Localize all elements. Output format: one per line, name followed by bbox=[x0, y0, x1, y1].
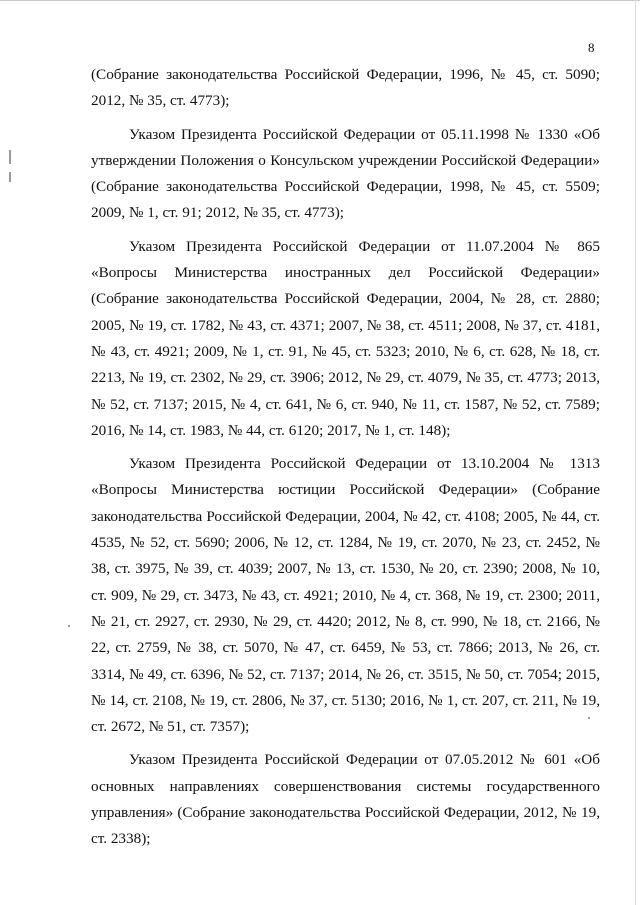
scan-speck bbox=[9, 172, 11, 182]
paragraph-decree-1313: Указом Президента Российской Федерации от 13.10.2004 № 1313 «Вопросы Министерства юстиции Российской Федерации» (Собрание законодательства Российской Федерации, 2004, № 42, ст. 4108; 2005, № 44, ст. 4535, № 52, ст. 5690; 2006, № 12, ст. 1284, № 19, ст. 2070, № 23, ст. 2452, № 38, ст. 3975, № 39, ст. 4039; 2007, № 13, ст. 1530, № 20, ст. 2390; 2008, № 10, ст. 909, № 29, ст. 3473, № 43, ст. 4921; 2010, № 4, ст. 368, № 19, ст. 2300; 2011, № 21, ст. 2927, ст. 2930, № 29, ст. 4420; 2012, № 8, ст. 990, № 18, ст. 2166, № 22, ст. 2759, № 38, ст. 5070, № 47, ст. 6459, № 53, ст. 7866; 2013, № 26, ст. 3314, № 49, ст. 6396, № 52, ст. 7137; 2014, № 26, ст. 3515, № 50, ст. 7054; 2015, № 14, ст. 2108, № 19, ст. 2806, № 37, ст. 5130; 2016, № 1, ст. 207, ст. 211, № 19, ст. 2672, № 51, ст. 7357); bbox=[91, 455, 600, 736]
page-right-edge bbox=[635, 0, 636, 905]
scan-speck bbox=[9, 150, 11, 164]
paragraph-decree-601: Указом Президента Российской Федерации от 07.05.2012 № 601 «Об основных направлениях совершенствования системы государственного управления» (Собрание законодательства Российской Федерации, 2012, № 19, ст. 2338); bbox=[91, 751, 600, 848]
scan-speck bbox=[68, 625, 70, 627]
paragraph-decree-1330: Указом Президента Российской Федерации от 05.11.1998 № 1330 «Об утверждении Положения о Консульском учреждении Российской Федерации» (Собрание законодательства Российской Федерации, 1998, № 45, ст. 5509; 2009, № 1, ст. 91; 2012, № 35, ст. 4773); bbox=[91, 125, 600, 222]
page-number: 8 bbox=[588, 40, 595, 55]
paragraph-decree-865: Указом Президента Российской Федерации от 11.07.2004 № 865 «Вопросы Министерства иностранных дел Российской Федерации» (Собрание законодательства Российской Федерации, 2004, № 28, ст. 2880; 2005, № 19, ст. 1782, № 43, ст. 4371; 2007, № 38, ст. 4511; 2008, № 37, ст. 4181, № 43, ст. 4921; 2009, № 1, ст. 91, № 45, ст. 5323; 2010, № 6, ст. 628, № 18, ст. 2213, № 19, ст. 2302, № 29, ст. 3906; 2012, № 29, ст. 4079, № 35, ст. 4773; 2013, № 52, ст. 7137; 2015, № 4, ст. 641, № 6, ст. 940, № 11, ст. 1587, № 52, ст. 7589; 2016, № 14, ст. 1983, № 44, ст. 6120; 2017, № 1, ст. 148); bbox=[91, 237, 600, 439]
document-body bbox=[91, 62, 600, 860]
page-top-edge bbox=[0, 0, 640, 3]
paragraph-citation-continuation: (Собрание законодательства Российской Федерации, 1996, № 45, ст. 5090; 2012, № 35, ст. 4773); bbox=[91, 66, 600, 110]
